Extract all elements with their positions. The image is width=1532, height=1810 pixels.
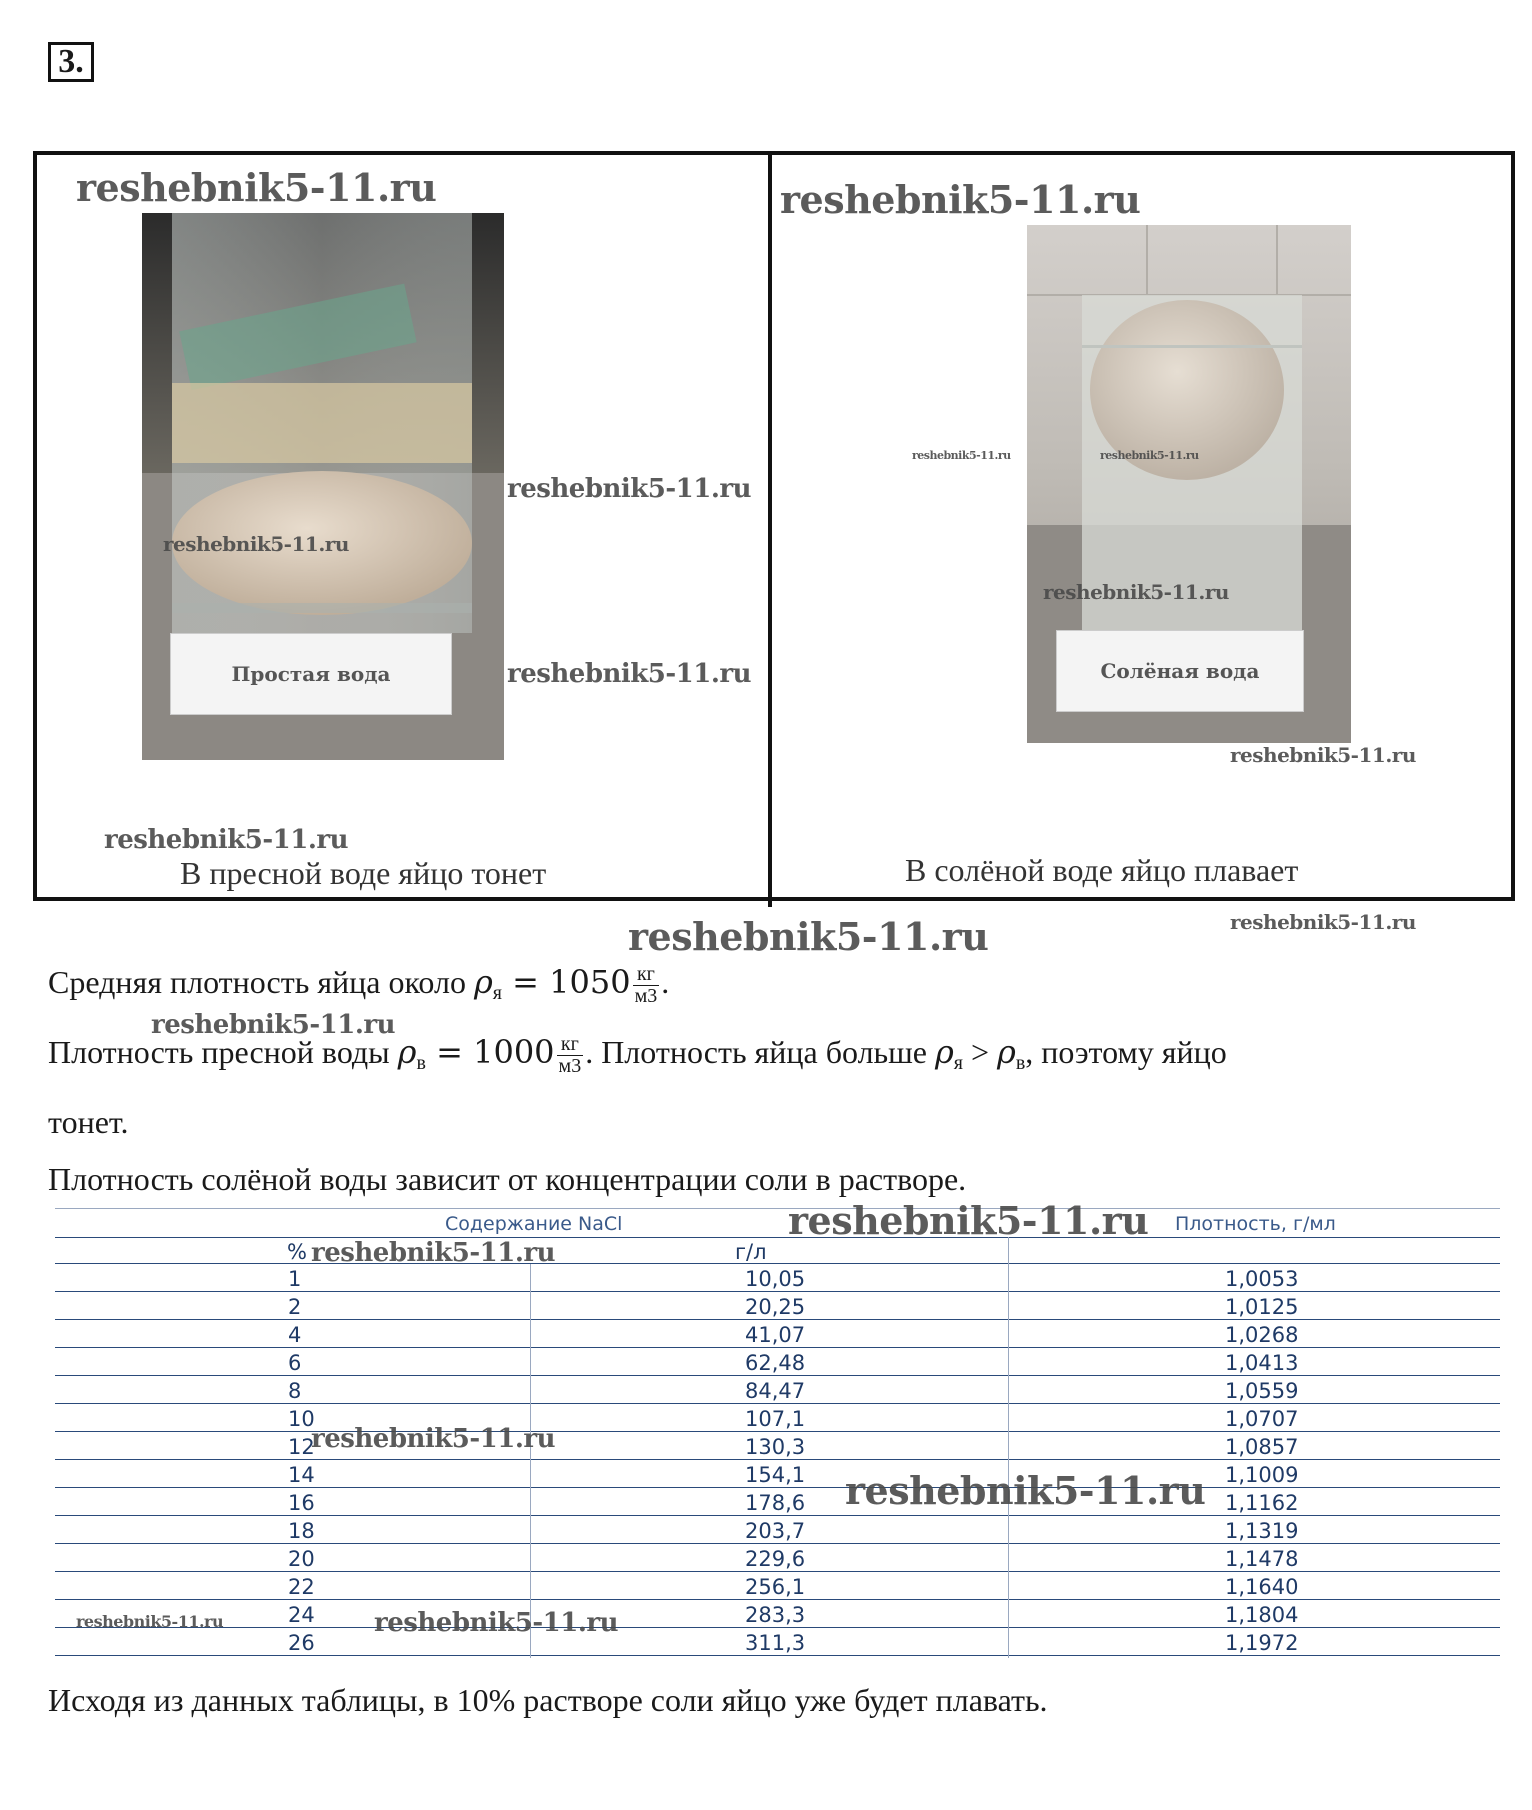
text-span: . Плотность яйца больше (585, 1034, 935, 1070)
cell-percent: 20 (288, 1547, 315, 1571)
cell-density: 1,0707 (1225, 1407, 1299, 1431)
caption-fresh-water: В пресной воде яйцо тонет (180, 855, 547, 891)
density-table (55, 1208, 1500, 1658)
cell-percent: 14 (288, 1463, 315, 1487)
text-span: Средняя плотность яйца около (48, 964, 474, 1000)
table-row (55, 1432, 1500, 1460)
header-percent: % (287, 1240, 307, 1264)
watermark: reshebnik5-11.ru (1230, 743, 1416, 767)
cell-grams-per-liter: 178,6 (745, 1491, 806, 1515)
cell-grams-per-liter: 229,6 (745, 1547, 806, 1571)
column-divider (1008, 1237, 1009, 1658)
cell-percent: 24 (288, 1603, 315, 1627)
cell-percent: 10 (288, 1407, 315, 1431)
table-row (55, 1516, 1500, 1544)
cell-density: 1,0559 (1225, 1379, 1299, 1403)
table-row (55, 1572, 1500, 1600)
cell-percent: 18 (288, 1519, 315, 1543)
cell-density: 1,1319 (1225, 1519, 1299, 1543)
cell-percent: 2 (288, 1295, 302, 1319)
column-divider (530, 1264, 531, 1658)
table-row (55, 1264, 1500, 1292)
watermark: reshebnik5-11.ru (311, 1424, 556, 1454)
table-row (55, 1628, 1500, 1656)
rho-subscript: в (1015, 1052, 1026, 1074)
unit-denominator: м3 (558, 1055, 582, 1078)
cell-grams-per-liter: 154,1 (745, 1463, 806, 1487)
watermark: reshebnik5-11.ru (1230, 910, 1416, 934)
text-span: . (661, 964, 670, 1000)
rho-symbol: ρ (473, 963, 493, 1001)
watermark: reshebnik5-11.ru (76, 165, 437, 210)
cell-density: 1,1162 (1225, 1491, 1299, 1515)
watermark: reshebnik5-11.ru (151, 1010, 396, 1040)
watermark: reshebnik5-11.ru (1043, 580, 1229, 604)
card-salt-water: Солёная вода (1056, 630, 1304, 712)
cell-density: 1,0125 (1225, 1295, 1299, 1319)
cell-density: 1,0268 (1225, 1323, 1299, 1347)
table-row (55, 1544, 1500, 1572)
watermark: reshebnik5-11.ru (845, 1468, 1206, 1513)
watermark: reshebnik5-11.ru (628, 914, 989, 959)
cell-percent: 12 (288, 1435, 315, 1459)
cell-grams-per-liter: 283,3 (745, 1603, 806, 1627)
cell-percent: 8 (288, 1379, 302, 1403)
cell-density: 1,1478 (1225, 1547, 1299, 1571)
header-grams-per-liter: г/л (735, 1240, 767, 1264)
table-row (55, 1488, 1500, 1516)
header-nacl-content: Содержание NaCl (445, 1213, 623, 1235)
line-egg-density (48, 963, 669, 1007)
cell-percent: 22 (288, 1575, 315, 1599)
line-salt-density: Плотность солёной воды зависит от концентрации соли в растворе. (48, 1161, 967, 1197)
table-subheader (55, 1237, 1500, 1264)
table-row (55, 1320, 1500, 1348)
cell-percent: 16 (288, 1491, 315, 1515)
value-1050: = 1050 (501, 963, 631, 1001)
watermark: reshebnik5-11.ru (104, 825, 349, 855)
cell-density: 1,0857 (1225, 1435, 1299, 1459)
text-span: , поэтому яйцо (1025, 1034, 1227, 1070)
watermark: reshebnik5-11.ru (780, 177, 1141, 222)
cell-grams-per-liter: 130,3 (745, 1435, 806, 1459)
table-row (55, 1292, 1500, 1320)
rho-symbol: ρ (397, 1033, 417, 1071)
cell-percent: 6 (288, 1351, 302, 1375)
caption-salt-water: В солёной воде яйцо плавает (905, 852, 1299, 888)
text-span: Плотность пресной воды (48, 1034, 398, 1070)
cell-grams-per-liter: 311,3 (745, 1631, 806, 1655)
cell-density: 1,1009 (1225, 1463, 1299, 1487)
unit-denominator: м3 (634, 985, 658, 1008)
rho-subscript: я (492, 982, 502, 1004)
watermark: reshebnik5-11.ru (311, 1238, 556, 1268)
photo-divider (768, 151, 772, 907)
watermark: reshebnik5-11.ru (1100, 449, 1199, 462)
unit-numerator: кг (557, 1034, 584, 1056)
rho-symbol: ρ (997, 1033, 1016, 1071)
unit-fraction (557, 1034, 584, 1077)
watermark: reshebnik5-11.ru (163, 532, 349, 556)
table-header (55, 1208, 1500, 1239)
line-sinks: тонет. (48, 1104, 129, 1140)
cell-grams-per-liter: 203,7 (745, 1519, 806, 1543)
cell-grams-per-liter: 62,48 (745, 1351, 806, 1375)
cell-density: 1,0053 (1225, 1267, 1299, 1291)
cell-density: 1,1972 (1225, 1631, 1299, 1655)
watermark: reshebnik5-11.ru (507, 474, 752, 504)
cell-percent: 26 (288, 1631, 315, 1655)
conclusion: Исходя из данных таблицы, в 10% растворе соли яйцо уже будет плавать. (48, 1682, 1048, 1718)
line-water-density (48, 1033, 1227, 1077)
greater-than: > (962, 1034, 998, 1070)
cell-density: 1,1640 (1225, 1575, 1299, 1599)
watermark: reshebnik5-11.ru (912, 449, 1011, 462)
cell-grams-per-liter: 41,07 (745, 1323, 806, 1347)
header-density: Плотность, г/мл (1175, 1213, 1336, 1235)
cell-grams-per-liter: 20,25 (745, 1295, 806, 1319)
table-row (55, 1600, 1500, 1628)
table-row (55, 1460, 1500, 1488)
cell-grams-per-liter: 10,05 (745, 1267, 806, 1291)
card-fresh-water: Простая вода (170, 633, 452, 715)
value-1000: = 1000 (425, 1033, 555, 1071)
table-row (55, 1404, 1500, 1432)
cell-density: 1,1804 (1225, 1603, 1299, 1627)
watermark: reshebnik5-11.ru (374, 1608, 619, 1638)
rho-subscript: в (416, 1052, 426, 1074)
watermark: reshebnik5-11.ru (788, 1198, 1149, 1243)
cell-grams-per-liter: 256,1 (745, 1575, 806, 1599)
rho-symbol: ρ (934, 1033, 954, 1071)
cell-percent: 4 (288, 1323, 302, 1347)
cell-grams-per-liter: 107,1 (745, 1407, 806, 1431)
task-number: 3. (48, 42, 94, 82)
table-row (55, 1376, 1500, 1404)
cell-grams-per-liter: 84,47 (745, 1379, 806, 1403)
watermark: reshebnik5-11.ru (76, 1612, 224, 1631)
watermark: reshebnik5-11.ru (507, 659, 752, 689)
unit-numerator: кг (633, 964, 660, 986)
table-row (55, 1348, 1500, 1376)
unit-fraction (633, 964, 660, 1007)
rho-subscript: я (953, 1052, 963, 1074)
cell-percent: 1 (288, 1267, 302, 1291)
cell-density: 1,0413 (1225, 1351, 1299, 1375)
